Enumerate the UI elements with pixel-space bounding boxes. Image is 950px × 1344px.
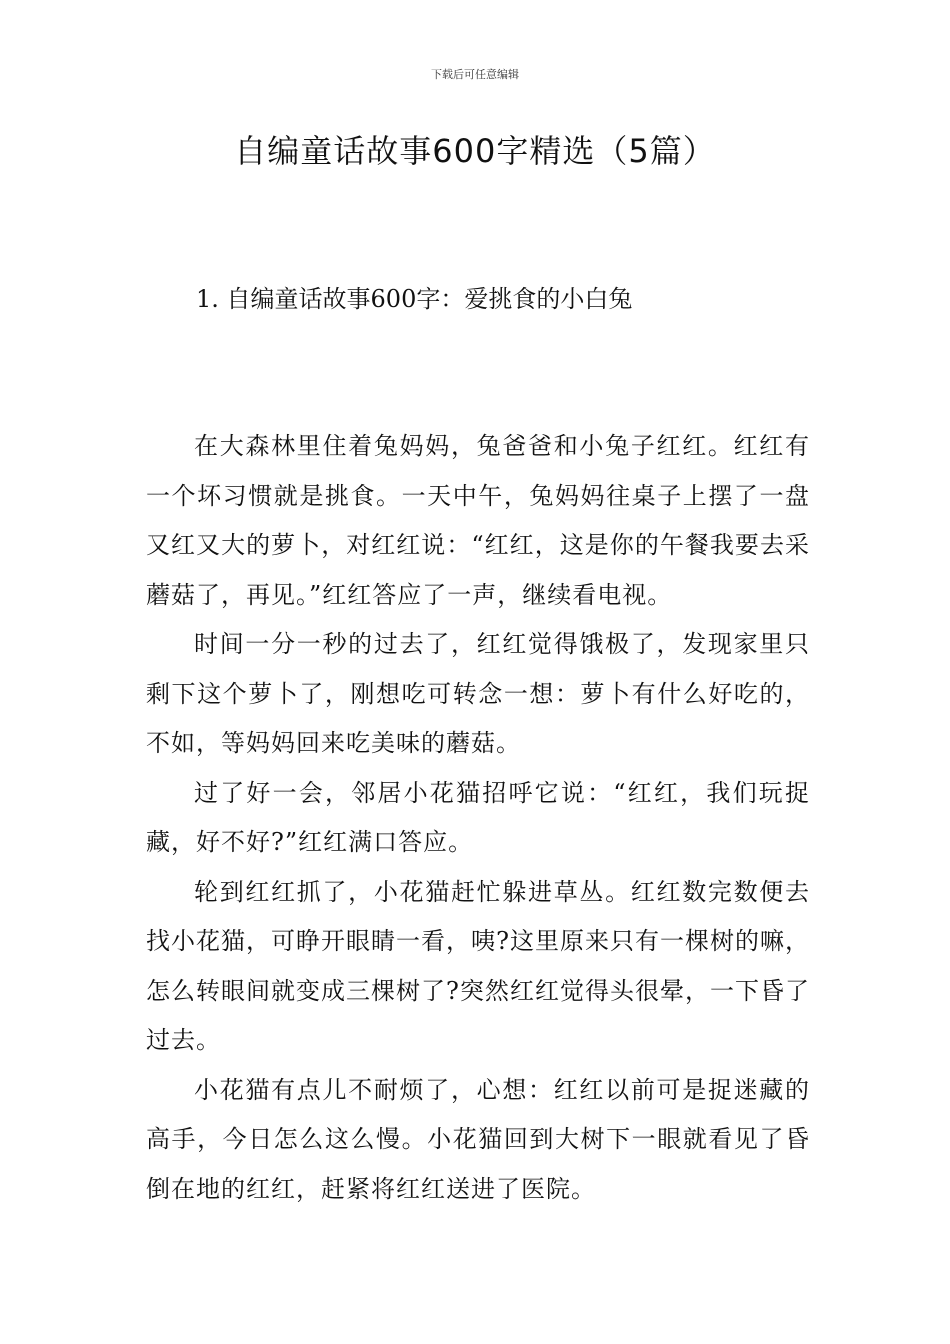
paragraph: 时间一分一秒的过去了，红红觉得饿极了，发现家里只剩下这个萝卜了，刚想吃可转念一想：萝卜有什么好吃的，不如，等妈妈回来吃美味的蘑菇。 xyxy=(146,630,810,757)
paragraph: 小花猫有点儿不耐烦了，心想：红红以前可是捉迷藏的高手，今日怎么这么慢。小花猫回到大树下一眼就看见了昏倒在地的红红，赶紧将红红送进了医院。 xyxy=(146,1075,810,1203)
section-heading: 1. 自编童话故事600字：爱挑食的小白兔 xyxy=(196,285,633,313)
paragraph: 过了好一会，邻居小花猫招呼它说：“红红，我们玩捉藏，好不好?”红红满口答应。 xyxy=(146,778,810,856)
story-body xyxy=(146,422,810,1214)
header-note: 下载后可任意编辑 xyxy=(431,68,519,81)
paragraph: 轮到红红抓了，小花猫赶忙躲进草丛。红红数完数便去找小花猫，可睁开眼睛一看，咦?这里原来只有一棵树的嘛，怎么转眼间就变成三棵树了?突然红红觉得头很晕，一下昏了过去。 xyxy=(146,877,810,1054)
paragraph: 在大森林里住着兔妈妈，兔爸爸和小兔子红红。红红有一个坏习惯就是挑食。一天中午，兔妈妈往桌子上摆了一盘又红又大的萝卜，对红红说：“红红，这是你的午餐我要去采蘑菇了，再见。”红红答应了一声，继续看电视。 xyxy=(146,432,810,609)
document-title: 自编童话故事600字精选（5篇） xyxy=(234,132,716,170)
